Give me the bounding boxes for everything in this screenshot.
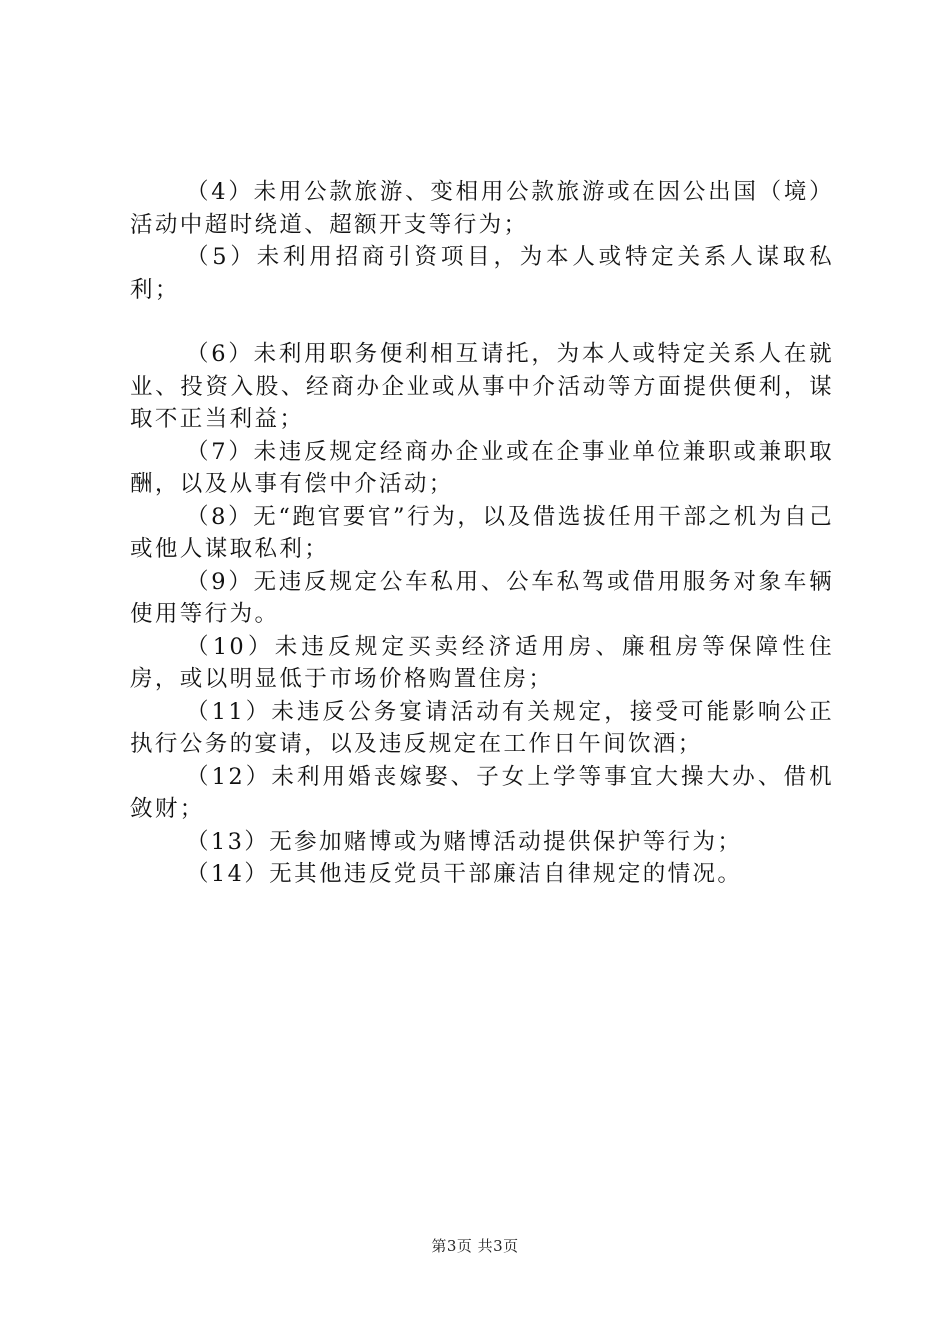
paragraph-item-10: （10）未违反规定买卖经济适用房、廉租房等保障性住房，或以明显低于市场价格购置住房； xyxy=(130,633,834,692)
paragraph-item-6: （6）未利用职务便利相互请托，为本人或特定关系人在就业、投资入股、经商办企业或从事中介活动等方面提供便利，谋取不正当利益； xyxy=(130,341,834,432)
document-body xyxy=(130,176,834,891)
paragraph-item-8: （8）无“跑官要官”行为，以及借选拔任用干部之机为自己或他人谋取私利； xyxy=(130,503,834,562)
page-footer xyxy=(0,1236,950,1256)
paragraph-item-12: （12）未利用婚丧嫁娶、子女上学等事宜大操大办、借机敛财； xyxy=(130,763,834,822)
paragraph-item-13: （13）无参加赌博或为赌博活动提供保护等行为； xyxy=(186,828,743,855)
paragraph-item-5: （5）未利用招商引资项目，为本人或特定关系人谋取私利； xyxy=(130,244,834,303)
page-number-indicator: 第3页 共3页 xyxy=(431,1237,519,1255)
paragraph-item-7: （7）未违反规定经商办企业或在企事业单位兼职或兼职取酬，以及从事有偿中介活动； xyxy=(130,438,834,497)
paragraph-item-11: （11）未违反公务宴请活动有关规定，接受可能影响公正执行公务的宴请，以及违反规定在工作日午间饮酒； xyxy=(130,698,834,757)
paragraph-item-14: （14）无其他违反党员干部廉洁自律规定的情况。 xyxy=(186,861,743,887)
paragraph-item-4: （4）未用公款旅游、变相用公款旅游或在因公出国（境）活动中超时绕道、超额开支等行为； xyxy=(130,179,834,238)
paragraph-item-9: （9）无违反规定公车私用、公车私驾或借用服务对象车辆使用等行为。 xyxy=(130,568,834,627)
